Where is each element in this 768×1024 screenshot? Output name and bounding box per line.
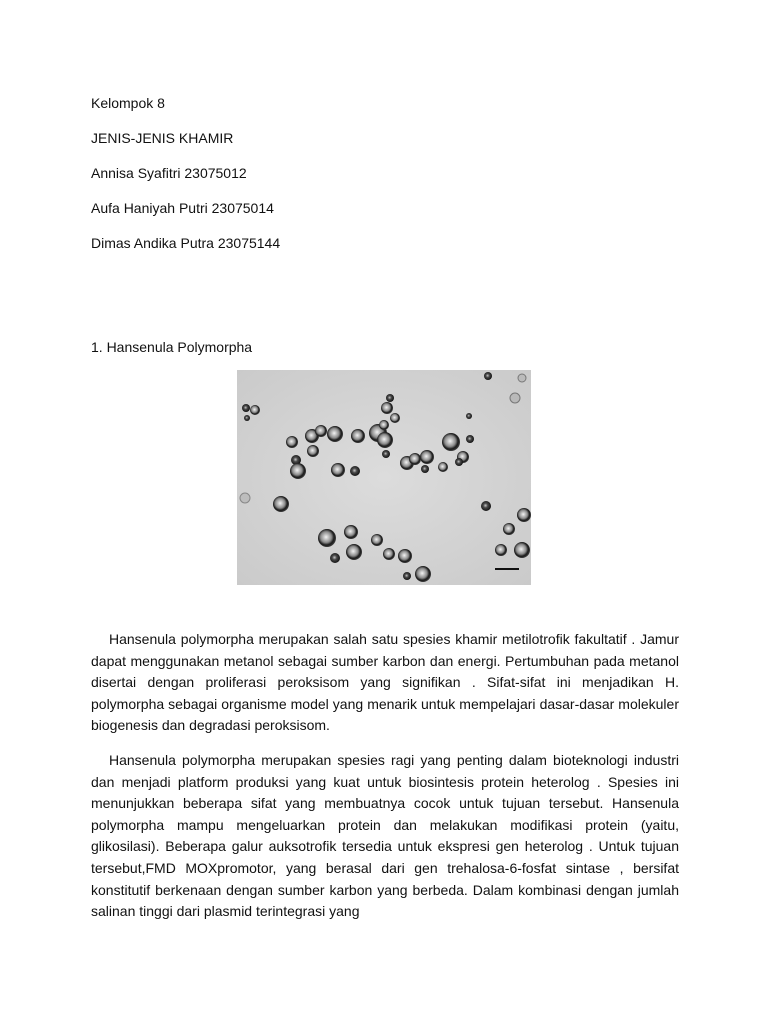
member-2: Aufa Haniyah Putri 23075014 [91,200,274,216]
member-3: Dimas Andika Putra 23075144 [91,235,281,251]
yeast-cells-illustration [237,370,531,585]
section-heading: 1. Hansenula Polymorpha [91,339,253,355]
document-title: JENIS-JENIS KHAMIR [91,130,234,146]
member-1: Annisa Syafitri 23075012 [91,165,247,181]
paragraph-2: Hansenula polymorpha merupakan spesies ragi yang penting dalam bioteknologi industri dan menjadi platform produksi yang kuat untuk biosintesis protein heterolog . Spesies ini menunjukkan beberapa sifat yang membuatnya cocok untuk tujuan tersebut. Hansenula polymorpha mampu mengeluarkan protein dan melakukan modifikasi protein (yaitu, glikosilasi). Beberapa galur auksotrofik tersedia untuk ekspresi gen heterolog . Untuk tujuan tersebut,FMD MOXpromotor, yang berasal dari gen trehalosa-6-fosfat sintase , bersifat konstitutif berkenaan dengan sumber karbon yang berbeda. Dalam kombinasi dengan jumlah salinan tinggi dari plasmid terintegrasi yang [91,752,679,920]
group-label: Kelompok 8 [91,95,165,111]
yeast-micrograph [237,370,531,585]
paragraph-1: Hansenula polymorpha merupakan salah satu spesies khamir metilotrofik fakultatif . Jamur dapat menggunakan metanol sebagai sumber karbon dan energi. Pertumbuhan pada metanol disertai dengan proliferasi peroksisom yang signifikan . Sifat-sifat ini menjadikan H. polymorpha sebagai organisme model yang menarik untuk mempelajari dasar-dasar molekuler biogenesis dan degradasi peroksisom. [91,631,679,734]
